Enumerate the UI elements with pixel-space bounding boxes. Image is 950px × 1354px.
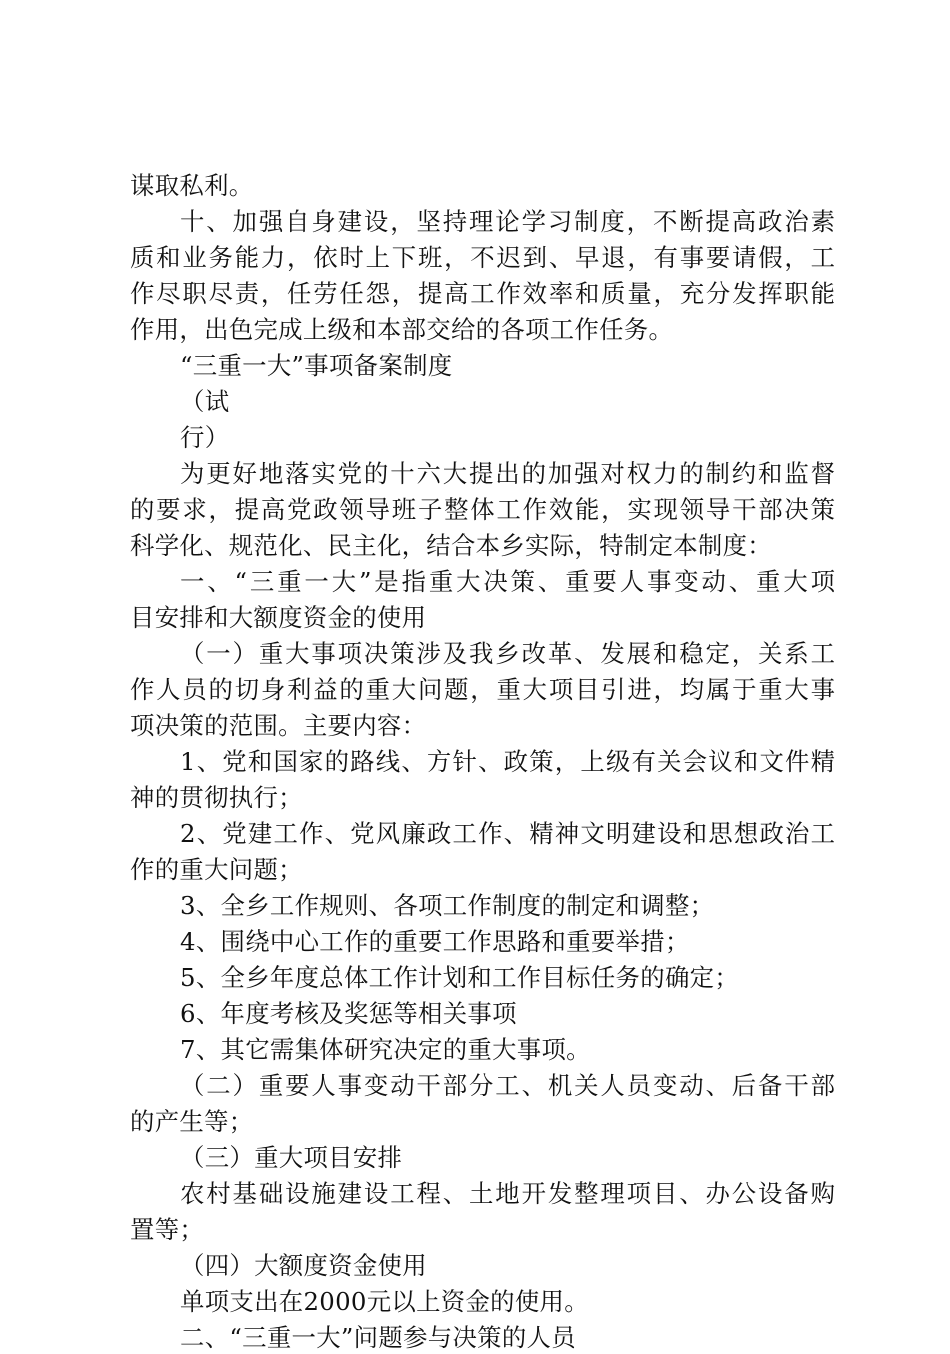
text-line-16: 项决策的范围。主要内容： [130,711,427,740]
text-line-17: 1、党和国家的路线、方针、政策，上级有关会议和文件精 [180,747,835,776]
text-line-14: （一）重大事项决策涉及我乡改革、发展和稳定，关系工 [180,639,835,668]
text-line-11: 科学化、规范化、民主化，结合本乡实际，特制定本制度： [130,531,772,560]
section-subtitle-part-1: （试 [180,387,230,416]
section-subtitle-part-2: 行） [180,423,230,452]
text-line-3: 质和业务能力，依时上下班，不迟到、早退，有事要请假，工 [130,243,835,272]
text-line-25: 7、其它需集体研究决定的重大事项。 [180,1035,591,1064]
text-line-30: 置等； [130,1215,205,1244]
text-line-32: 单项支出在2000元以上资金的使用。 [180,1287,589,1316]
text-line-4: 作尽职尽责，任劳任怨，提高工作效率和质量，充分发挥职能 [130,279,835,308]
text-line-33: 二、“三重一大”问题参与决策的人员 [180,1323,576,1352]
text-line-1: 谋取私利。 [130,171,254,200]
text-line-10: 的要求，提高党政领导班子整体工作效能，实现领导干部决策 [130,495,835,524]
text-line-28: （三）重大项目安排 [180,1143,403,1172]
text-line-20: 作的重大问题； [130,855,303,884]
text-line-2: 十、加强自身建设，坚持理论学习制度，不断提高政治素 [180,207,835,236]
text-line-19: 2、党建工作、党风廉政工作、精神文明建设和思想政治工 [180,819,835,848]
text-line-21: 3、全乡工作规则、各项工作制度的制定和调整； [180,891,715,920]
text-line-13: 目安排和大额度资金的使用 [130,603,427,632]
text-line-24: 6、年度考核及奖惩等相关事项 [180,999,517,1028]
section-title: “三重一大”事项备案制度 [180,351,453,380]
text-line-18: 神的贯彻执行； [130,783,303,812]
text-line-15: 作人员的切身利益的重大问题，重大项目引进，均属于重大事 [130,675,835,704]
text-line-5: 作用，出色完成上级和本部交给的各项工作任务。 [130,315,674,344]
text-line-9: 为更好地落实党的十六大提出的加强对权力的制约和监督 [180,459,835,488]
text-line-26: （二）重要人事变动干部分工、机关人员变动、后备干部 [180,1071,835,1100]
text-line-29: 农村基础设施建设工程、土地开发整理项目、办公设备购 [180,1179,835,1208]
text-line-31: （四）大额度资金使用 [180,1251,427,1280]
text-line-27: 的产生等； [130,1107,254,1136]
text-line-12: 一、“三重一大”是指重大决策、重要人事变动、重大项 [180,567,835,596]
text-line-23: 5、全乡年度总体工作计划和工作目标任务的确定； [180,963,740,992]
text-line-22: 4、围绕中心工作的重要工作思路和重要举措； [180,927,690,956]
